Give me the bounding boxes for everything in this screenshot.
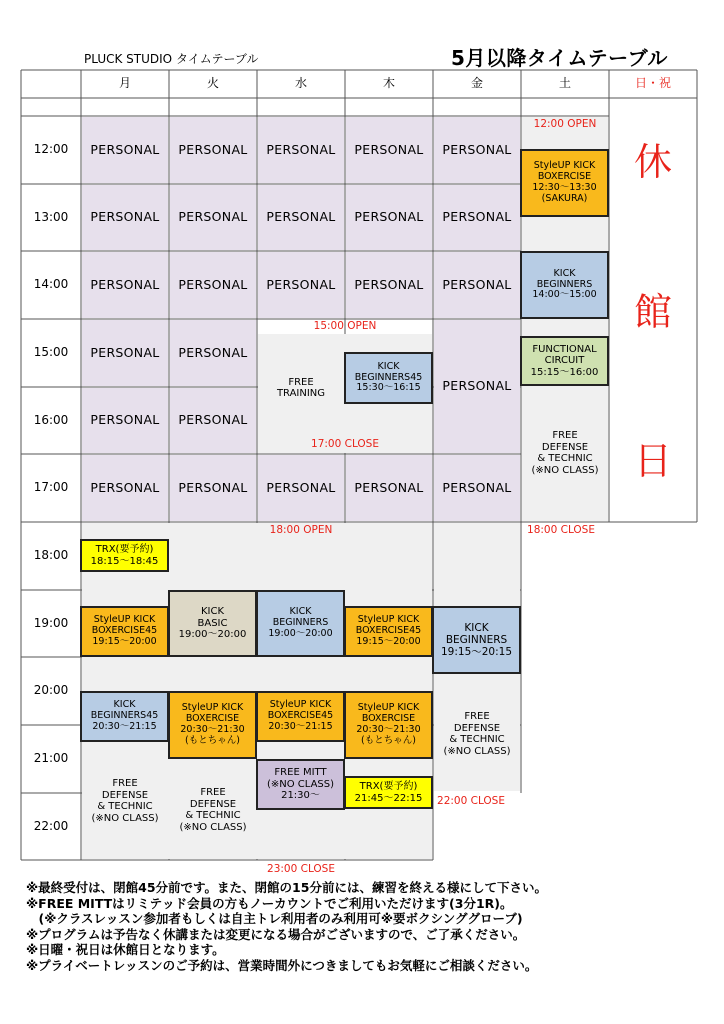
class-trx [80, 539, 169, 572]
note-line: ※最終受付は、閉館45分前です。また、閉館の15分前には、練習を終える様にして下さい。 [26, 880, 547, 895]
time-label: 18:00 [33, 548, 69, 563]
class-line: (※NO CLASS) [91, 812, 159, 824]
class-trx [344, 776, 433, 809]
class-line: 12:30～13:30 [532, 182, 597, 193]
time-label: 20:00 [33, 683, 69, 698]
class-line: BEGINNERS45 [354, 371, 423, 383]
class-line: BOXERCISE [361, 713, 416, 725]
personal-slot: PERSONAL [434, 320, 520, 453]
day-header-mon: 月 [118, 76, 131, 91]
class-line: BEGINNERS45 [90, 710, 159, 722]
class-line: TRAINING [276, 388, 326, 399]
class-line: StyleUP KICK [93, 614, 156, 626]
class-line: DEFENSE [189, 798, 237, 810]
class-line: (もとちゃん) [361, 734, 416, 746]
class-line: & TECHNIC [449, 734, 505, 745]
personal-slot: PERSONAL [170, 455, 256, 521]
personal-slot: PERSONAL [258, 117, 344, 183]
closed-char: 日 [633, 439, 672, 484]
class-line: DEFENSE [541, 441, 589, 453]
class-line: BOXERCISE [185, 713, 240, 725]
class-line: (※NO CLASS) [266, 778, 335, 790]
class-styleup-kick-boxercise45 [80, 606, 169, 657]
personal-slot: PERSONAL [170, 117, 256, 183]
closed-char: 休 [633, 140, 672, 185]
personal-slot: PERSONAL [258, 252, 344, 318]
personal-slot: PERSONAL [170, 252, 256, 318]
class-line: & TECHNIC [537, 453, 593, 464]
class-line: KICK [289, 606, 312, 618]
personal-slot: PERSONAL [434, 117, 520, 183]
time-label: 14:00 [33, 277, 69, 292]
class-functional-circuit [520, 336, 609, 386]
class-line: CIRCUIT [544, 355, 585, 367]
day-header-tue: 火 [206, 76, 219, 91]
class-line: StyleUP KICK [533, 160, 596, 172]
class-line: 20:30～21:15 [268, 720, 333, 732]
class-line: KICK [377, 360, 400, 372]
class-line: FREE [112, 778, 138, 789]
time-label: 15:00 [33, 345, 69, 360]
class-line: FREE [200, 787, 226, 798]
day-header-thu: 木 [382, 76, 395, 91]
class-free-defense-technic [82, 773, 168, 829]
class-line: (※NO CLASS) [443, 745, 511, 757]
class-line: 21:30～ [281, 790, 320, 802]
personal-slot: PERSONAL [346, 455, 432, 521]
class-line: TRX(要予約) [359, 781, 418, 792]
note-line: ※プログラムは予告なく休講または変更になる場合がございますので、ご了承ください。 [26, 926, 526, 942]
class-line: BOXERCISE [537, 171, 592, 183]
class-kick-basic [168, 590, 257, 657]
class-line: (※NO CLASS) [179, 821, 247, 833]
class-line: 15:15～16:00 [530, 366, 599, 378]
class-styleup-kick-boxercise45 [256, 691, 345, 742]
personal-slot: PERSONAL [346, 185, 432, 250]
class-styleup-kick-boxercise [344, 691, 433, 759]
class-line: BOXERCISE45 [91, 625, 158, 637]
personal-slot: PERSONAL [82, 252, 168, 318]
class-line: StyleUP KICK [357, 702, 420, 714]
close-label: 22:00 CLOSE [437, 795, 505, 808]
day-header-sat: 土 [558, 76, 571, 91]
class-line: 18:15～18:45 [90, 555, 159, 567]
class-line: TRX(要予約) [95, 544, 154, 555]
note-line: ※日曜・祝日は休館日となります。 [26, 942, 225, 957]
class-free-mitt [256, 759, 345, 810]
close-label: 17:00 CLOSE [311, 438, 379, 451]
personal-slot: PERSONAL [82, 388, 168, 453]
studio-name: PLUCK STUDIO タイムテーブル [84, 52, 259, 66]
class-styleup-kick-boxercise45 [344, 606, 433, 657]
class-line: StyleUP KICK [181, 702, 244, 714]
time-label: 16:00 [33, 412, 69, 427]
class-line: BEGINNERS [272, 617, 329, 629]
close-label: 23:00 CLOSE [267, 862, 335, 875]
close-label: 18:00 CLOSE [527, 524, 595, 537]
class-line: 20:30～21:30 [356, 724, 421, 735]
class-line: KICK [113, 699, 136, 711]
class-line: BOXERCISE45 [267, 710, 334, 722]
class-free-defense-technic [170, 782, 256, 838]
class-line: (※NO CLASS) [531, 464, 599, 476]
class-kick-beginners [520, 251, 609, 319]
class-line: FREE MITT [274, 767, 327, 779]
class-line: (SAKURA) [541, 192, 588, 204]
class-line: & TECHNIC [97, 801, 153, 812]
personal-slot: PERSONAL [82, 185, 168, 250]
open-label: 15:00 OPEN [313, 320, 377, 333]
personal-slot: PERSONAL [258, 185, 344, 250]
time-label: 22:00 [33, 818, 69, 833]
class-line: 20:30～21:15 [92, 720, 157, 732]
personal-slot: PERSONAL [170, 320, 256, 386]
notes [26, 880, 547, 973]
class-line: 19:00～20:00 [268, 627, 333, 639]
class-styleup-kick-boxercise [520, 149, 609, 217]
class-kick-beginners [432, 606, 521, 674]
personal-slot: PERSONAL [82, 455, 168, 521]
open-label: 18:00 OPEN [269, 524, 333, 537]
time-label: 21:00 [33, 751, 69, 766]
note-line: (※クラスレッスン参加者もしくは自主トレ利用者のみ利用可※要ボクシンググローブ) [26, 911, 523, 926]
class-line: FREE [552, 430, 578, 441]
page-title: 5月以降タイムテーブル [451, 46, 668, 70]
closed-char: 館 [633, 290, 672, 335]
class-line: 14:00～15:00 [532, 289, 597, 301]
class-line: 19:00～20:00 [178, 629, 247, 641]
class-line: FREE [464, 711, 490, 722]
class-line: 20:30～21:30 [180, 724, 245, 735]
class-line: KICK [464, 621, 489, 634]
class-kick-beginners45 [80, 691, 169, 742]
class-line: StyleUP KICK [357, 614, 420, 626]
personal-slot: PERSONAL [82, 320, 168, 386]
class-line: StyleUP KICK [269, 699, 332, 711]
class-line: FREE [288, 376, 314, 388]
time-label: 17:00 [33, 480, 69, 495]
time-label: 13:00 [33, 209, 69, 224]
personal-slot: PERSONAL [434, 185, 520, 250]
day-header-fri: 金 [470, 76, 483, 91]
note-line: ※FREE MITTはリミテッド会員の方もノーカウントでご利用いただけます(3分1R)。 [26, 895, 513, 911]
note-line: ※プライベートレッスンのご予約は、営業時間外につきましてもお気軽にご相談ください。 [26, 957, 538, 973]
personal-slot: PERSONAL [434, 455, 520, 521]
class-line: BOXERCISE45 [355, 625, 422, 637]
class-line: 15:30～16:15 [356, 382, 421, 394]
class-line: 19:15～20:00 [356, 635, 421, 647]
personal-slot: PERSONAL [170, 388, 256, 453]
class-line: KICK [200, 606, 225, 618]
class-line: 19:15～20:00 [92, 635, 157, 647]
class-free-training [258, 360, 344, 416]
class-line: 21:45～22:15 [354, 792, 423, 804]
time-label: 12:00 [33, 142, 69, 157]
personal-slot: PERSONAL [82, 117, 168, 183]
class-line: DEFENSE [453, 722, 501, 734]
class-free-defense-technic [522, 420, 608, 486]
class-line: DEFENSE [101, 789, 149, 801]
class-line: (もとちゃん) [185, 734, 240, 746]
personal-slot: PERSONAL [170, 185, 256, 250]
class-line: BEGINNERS [445, 633, 508, 646]
class-line: BASIC [197, 617, 228, 629]
class-styleup-kick-boxercise [168, 691, 257, 759]
open-label: 12:00 OPEN [533, 118, 597, 131]
class-kick-beginners [256, 590, 345, 657]
class-line: 19:15～20:15 [440, 646, 513, 659]
class-line: KICK [553, 267, 576, 279]
class-line: FUNCTIONAL [532, 343, 597, 355]
personal-slot: PERSONAL [346, 117, 432, 183]
class-free-defense-technic [434, 706, 520, 762]
time-label: 19:00 [33, 615, 69, 630]
day-header-sun-holiday: 日・祝 [634, 76, 671, 91]
day-header-wed: 水 [294, 76, 307, 91]
personal-slot: PERSONAL [346, 252, 432, 318]
class-kick-beginners45 [344, 352, 433, 404]
class-line: & TECHNIC [185, 810, 241, 821]
class-line: BEGINNERS [536, 278, 593, 290]
personal-slot: PERSONAL [434, 252, 520, 318]
personal-slot: PERSONAL [258, 455, 344, 521]
